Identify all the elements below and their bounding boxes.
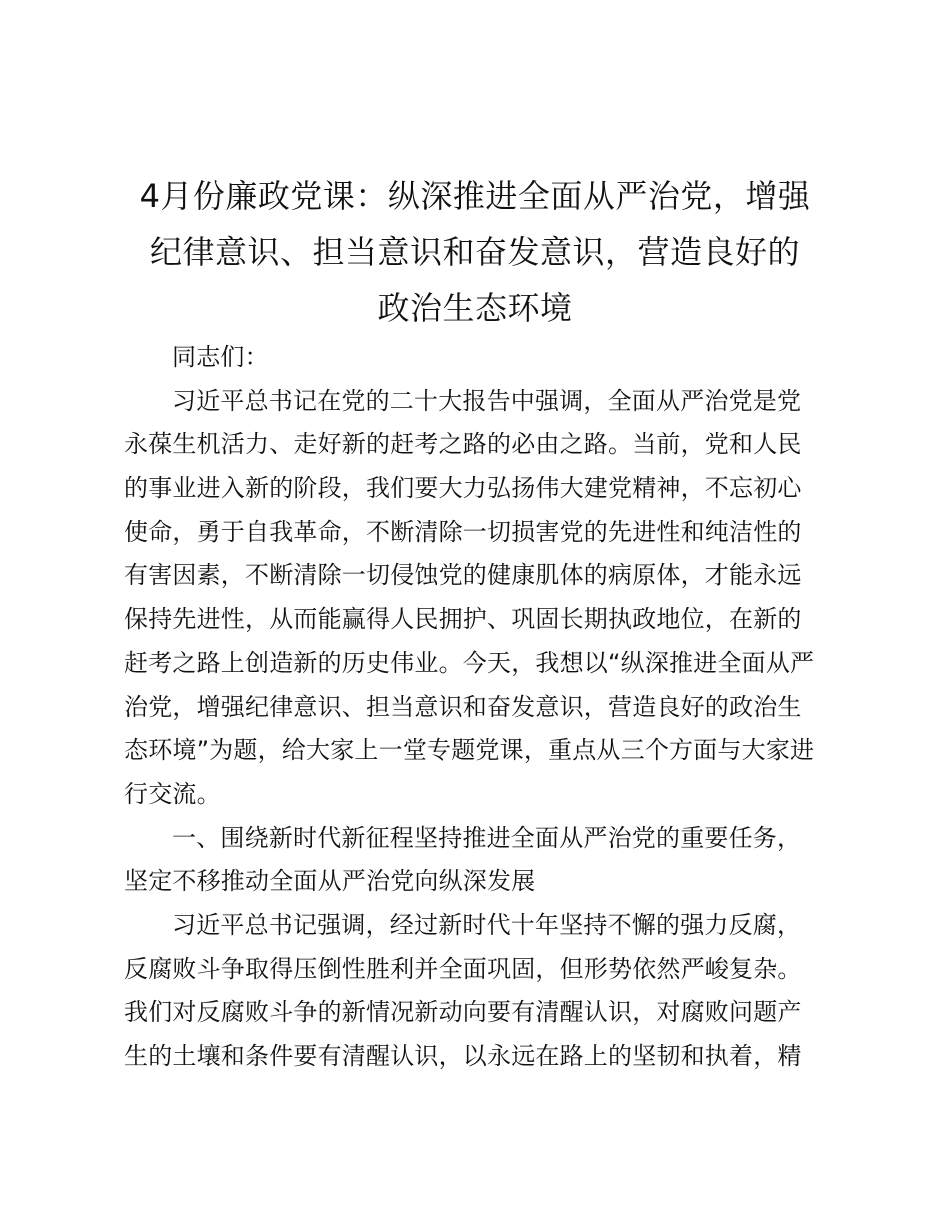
paragraph-line: 生的土壤和条件要有清醒认识，以永远在路上的坚韧和执着，精: [124, 1042, 802, 1070]
section-heading-line: 坚定不移推动全面从严治党向纵深发展: [124, 867, 536, 896]
document-body: [124, 336, 836, 1079]
paragraph-line: 赶考之路上创造新的历史伟业。今天，我想以“纵深推进全面从严: [124, 648, 815, 677]
paragraph-line: 永葆生机活力、走好新的赶考之路的必由之路。当前，党和人民: [124, 430, 802, 459]
title-line: 政治生态环境: [377, 289, 573, 327]
paragraph-line: 行交流。: [124, 779, 221, 808]
paragraph-line: 使命，勇于自我革命，不断清除一切损害党的先进性和纯洁性的: [124, 517, 802, 546]
paragraph-line: 反腐败斗争取得压倒性胜利并全面巩固，但形势依然严峻复杂。: [124, 954, 802, 983]
document-title: [115, 168, 835, 336]
paragraph-line: 有害因素，不断清除一切侵蚀党的健康肌体的病原体，才能永远: [124, 561, 802, 590]
paragraph-line: 态环境”为题，给大家上一堂专题党课，重点从三个方面与大家进: [124, 736, 815, 765]
section-heading-line: 一、围绕新时代新征程坚持推进全面从严治党的重要任务，: [172, 823, 802, 852]
paragraph-line: 的事业进入新的阶段，我们要大力弘扬伟大建党精神，不忘初心: [124, 474, 802, 503]
paragraph-line: 保持先进性，从而能赢得人民拥护、巩固长期执政地位，在新的: [124, 605, 802, 634]
paragraph-line: 习近平总书记强调，经过新时代十年坚持不懈的强力反腐，: [172, 910, 802, 939]
paragraph-line: 治党，增强纪律意识、担当意识和奋发意识，营造良好的政治生: [124, 692, 802, 721]
title-line: 纪律意识、担当意识和奋发意识，营造良好的: [149, 233, 800, 271]
salutation: 同志们：: [172, 343, 269, 371]
title-line: 4月份廉政党课：纵深推进全面从严治党，增强: [139, 177, 811, 215]
paragraph-line: 我们对反腐败斗争的新情况新动向要有清醒认识，对腐败问题产: [124, 998, 802, 1027]
paragraph-line: 习近平总书记在党的二十大报告中强调，全面从严治党是党: [172, 386, 802, 415]
